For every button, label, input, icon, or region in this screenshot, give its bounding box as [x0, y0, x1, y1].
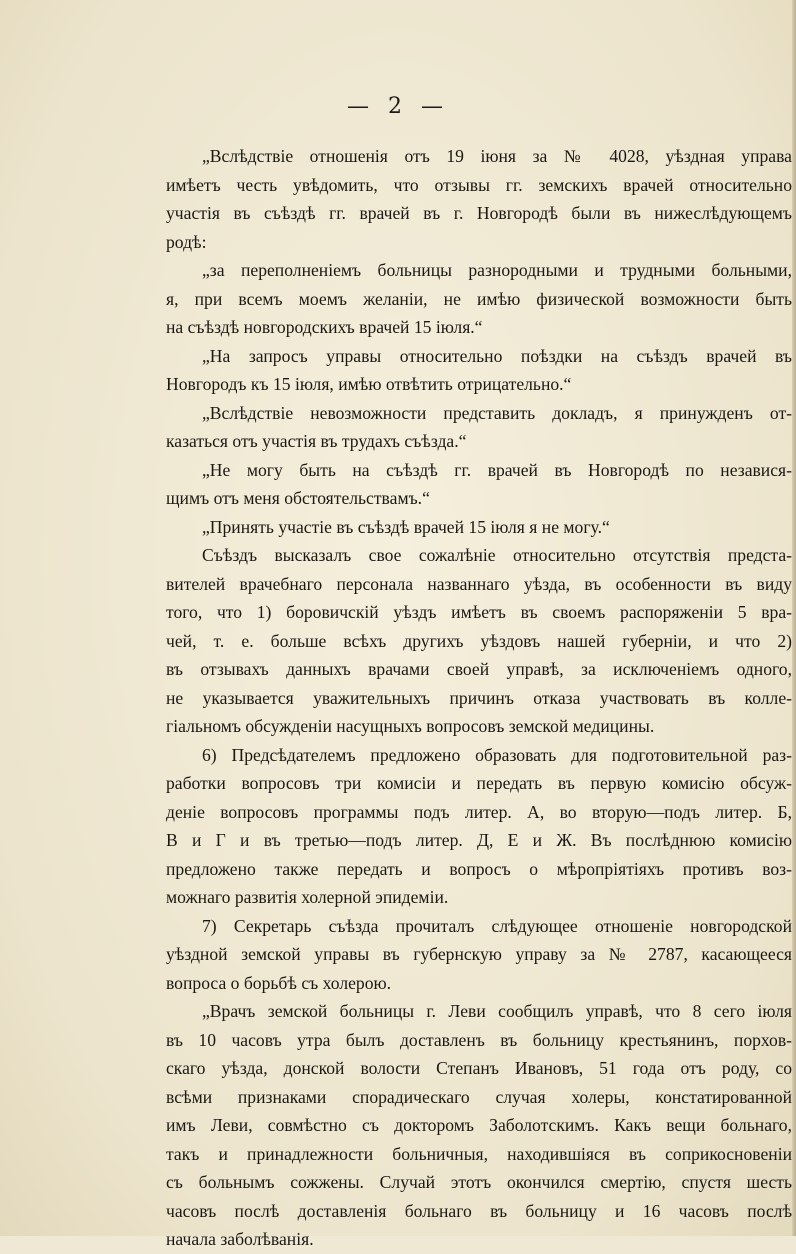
- text-line: Съѣздъ высказалъ свое сожалѣніе относительно отсутствія предста-: [202, 545, 792, 565]
- text-line: всѣми признаками спорадическаго случая холеры, констатированной: [166, 1086, 792, 1107]
- text-line: В и Г и въ третью—подъ литер. Д, Е и Ж. Въ послѣднюю комисію: [166, 830, 792, 850]
- text-line: въ 10 часовъ утра былъ доставленъ въ больницу крестьянинъ, порхов-: [166, 1029, 792, 1050]
- text-line: часовъ послѣ доставленія больнаго въ больницу и 16 часовъ послѣ: [166, 1200, 792, 1221]
- text-line: 7) Секретарь съѣзда прочиталъ слѣдующее отношеніе новгородской: [202, 915, 792, 936]
- text-line: съ больнымъ сожжены. Случай этотъ окончился смертію, спустя шесть: [166, 1172, 792, 1192]
- text-line: „На запросъ управы относительно поѣздки на съѣздъ врачей въ: [202, 345, 792, 366]
- text-line: имъ Леви, совмѣстно съ докторомъ Заболотскимъ. Какъ вещи больнаго,: [166, 1115, 792, 1135]
- text-line: „Врачъ земской больницы г. Леви сообщилъ управѣ, что 8 сего іюля: [202, 1001, 792, 1021]
- text-line: на съѣздѣ новгородскихъ врачей 15 іюля.“: [166, 317, 483, 337]
- text-line: вопроса о борьбѣ съ холерою.: [166, 972, 392, 993]
- text-line: гіальномъ обсужденіи насущныхъ вопросовъ земской медицины.: [166, 716, 655, 736]
- text-line: скаго уѣзда, донской волости Степанъ Ивановъ, 51 года отъ роду, со: [166, 1058, 792, 1078]
- text-line: „Вслѣдствіе невозможности представить докладъ, я принужденъ от-: [202, 402, 792, 423]
- text-line: въ отзывахъ данныхъ врачами своей управѣ, за исключеніемъ одного,: [166, 659, 792, 679]
- text-line: „Не могу быть на съѣздѣ гг. врачей въ Новгородѣ по независя-: [202, 459, 792, 480]
- text-line: деніе вопросовъ программы подъ литер. А, во вторую—подъ литер. Б,: [166, 801, 792, 822]
- page-edge: [792, 0, 796, 1236]
- text-line: не указывается уважительныхъ причинъ отказа участвовать въ колле-: [166, 687, 792, 708]
- text-line: работки вопросовъ три комисіи и передать въ первую комисію обсуж-: [166, 773, 792, 793]
- text-line: „Вслѣдствіе отношенія отъ 19 іюня за № 4028, уѣздная управа: [202, 146, 792, 166]
- text-line: того, что 1) боровичскій уѣздъ имѣетъ въ своемъ распоряженіи 5 вра-: [166, 602, 792, 622]
- text-line: вителей врачебнаго персонала названнаго уѣзда, въ особенности въ виду: [166, 573, 792, 594]
- text-line: можнаго развитія холерной эпидеміи.: [166, 887, 449, 907]
- text-line: начала заболѣванія.: [166, 1229, 314, 1249]
- text-line: „за переполненіемъ больницы разнородными и трудными больными,: [202, 260, 792, 280]
- text-line: щимъ отъ меня обстоятельствамъ.“: [166, 488, 430, 508]
- text-line: участія въ съѣздѣ гг. врачей въ г. Новгородѣ были въ нижеслѣдующемъ: [166, 203, 792, 223]
- text-line: родѣ:: [166, 231, 207, 252]
- text-line: такъ и принадлежности больничныя, находившіяся въ соприкосновеніи: [166, 1143, 792, 1164]
- text-line: 6) Предсѣдателемъ предложено образовать для подготовительной раз-: [202, 744, 792, 765]
- text-line: я, при всемъ моемъ желаніи, не имѣю физической возможности быть: [166, 288, 792, 309]
- text-line: предложено также передать и вопросъ о мѣропріятіяхъ противъ воз-: [166, 858, 792, 879]
- text-line: „Принять участіе въ съѣздѣ врачей 15 іюля я не могу.“: [202, 516, 610, 537]
- body-text: [166, 142, 792, 1254]
- text-line: имѣетъ честь увѣдомить, что отзывы гг. земскихъ врачей относительно: [166, 174, 792, 195]
- text-line: казаться отъ участія въ трудахъ съѣзда.“: [166, 431, 467, 451]
- page-number: — 2 —: [347, 94, 449, 119]
- text-line: уѣздной земской управы въ губернскую управу за № 2787, касающееся: [166, 944, 792, 964]
- text-line: чей, т. е. больше всѣхъ другихъ уѣздовъ нашей губерніи, и что 2): [166, 630, 792, 651]
- text-line: Новгородъ къ 15 іюля, имѣю отвѣтить отрицательно.“: [166, 374, 572, 394]
